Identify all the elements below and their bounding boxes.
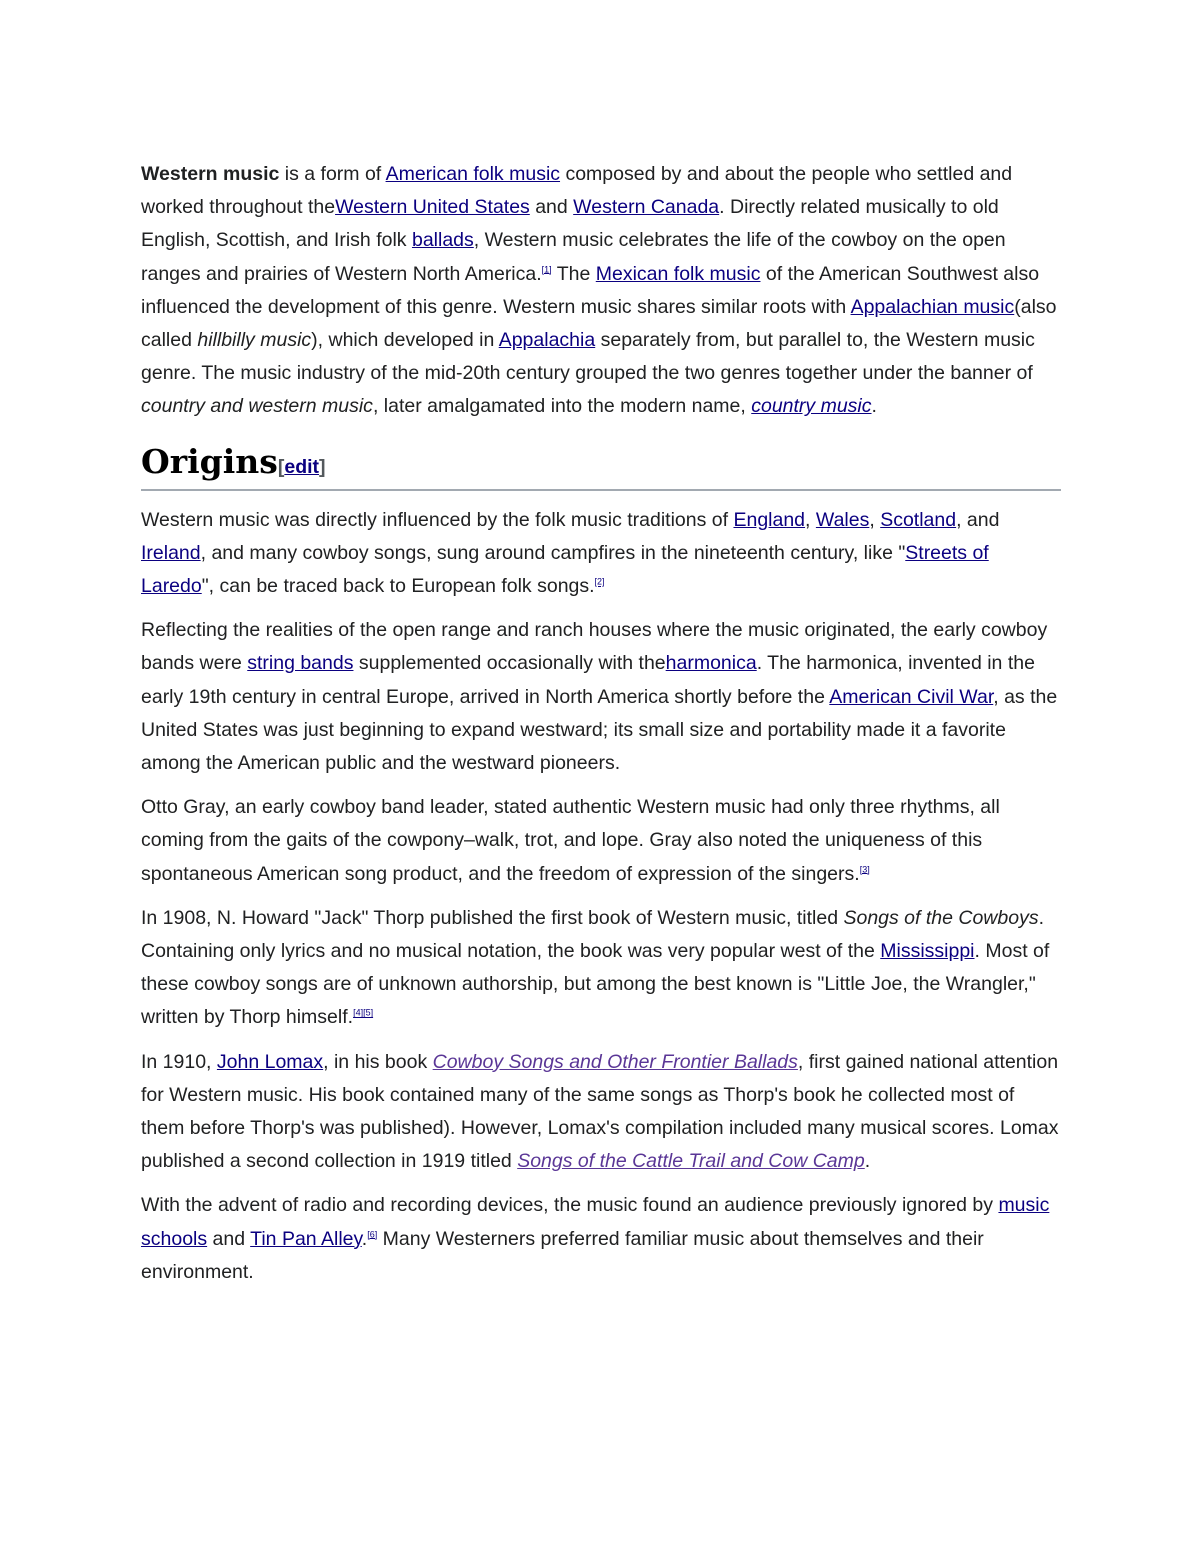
citation-link[interactable]: [3] xyxy=(859,864,870,875)
link-tin-pan-alley[interactable]: Tin Pan Alley xyxy=(250,1227,362,1250)
intro-paragraph: Western music is a form of American folk music composed by and about the people who settled and worked throughout theWestern United States and Western Canada. Directly related musically to old English, Scottish, and Irish folk ballads, Western music celebrates the life of the cowboy on the open ranges and prairies of Western North America.[1] The Mexican folk music of the American Southwest also influenced the development of this genre. Western music shares similar roots with Appalachian music(also called hillbilly music), which developed in Appalachia separately from, but parallel to, the Western music genre. The music industry of the mid-20th century grouped the two genres together under the banner of country and western music, later amalgamated into the modern name, country music. xyxy=(141,163,1057,418)
link-streets-of-laredo[interactable]: Streets of Laredo xyxy=(141,541,989,598)
paragraph-thorp: In 1908, N. Howard "Jack" Thorp published the first book of Western music, titled Songs of the Cowboys. Containing only lyrics and no musical notation, the book was very popular west of the Mississippi. Most of these cowboy songs are of unknown authorship, but among the best known is "Little Joe, the Wrangler," written by Thorp himself.[4][5] xyxy=(141,906,1050,1029)
link-ballads[interactable]: ballads xyxy=(411,229,474,252)
citation-2[interactable] xyxy=(595,577,605,587)
citation-4-5[interactable] xyxy=(353,1008,373,1018)
citation-link[interactable]: [4][5] xyxy=(353,1007,374,1018)
article-subject: Western music xyxy=(141,163,280,185)
citation-link[interactable]: [6] xyxy=(367,1229,378,1240)
link-ireland[interactable]: Ireland xyxy=(141,541,201,564)
link-mississippi[interactable]: Mississippi xyxy=(880,940,975,963)
link-john-lomax[interactable]: John Lomax xyxy=(216,1050,324,1073)
citation-link[interactable]: [2] xyxy=(594,576,605,587)
edit-link[interactable]: edit xyxy=(284,455,320,478)
citation-3[interactable] xyxy=(860,864,870,874)
link-country-music[interactable]: country music xyxy=(751,395,872,418)
paragraph-radio: With the advent of radio and recording devices, the music found an audience previously ignored by music schools and Tin Pan Alley.[6] Many Westerners preferred familiar music about themselves and their environment. xyxy=(141,1194,1050,1283)
link-western-united-states[interactable]: Western United States xyxy=(335,196,530,219)
edit-section: [edit] xyxy=(277,455,326,478)
section-title: Origins xyxy=(141,441,278,481)
link-cowboy-songs-book[interactable]: Cowboy Songs and Other Frontier Ballads xyxy=(432,1050,798,1073)
citation-link[interactable]: [1] xyxy=(541,264,552,275)
link-appalachian-music[interactable]: Appalachian music xyxy=(850,295,1015,318)
link-songs-of-the-cattle-trail[interactable]: Songs of the Cattle Trail and Cow Camp xyxy=(517,1150,865,1173)
link-mexican-folk-music[interactable]: Mexican folk music xyxy=(595,262,761,285)
paragraph-influences: Western music was directly influenced by the folk music traditions of England, Wales, Scotland, and Ireland, and many cowboy songs, sung around campfires in the nineteenth century, like "Streets of Laredo", can be traced back to European folk songs.[2] xyxy=(141,508,1000,598)
link-harmonica[interactable]: harmonica xyxy=(665,652,757,675)
article-body xyxy=(141,158,1061,1300)
paragraph-otto-gray: Otto Gray, an early cowboy band leader, stated authentic Western music had only three rhythms, all coming from the gaits of the cowpony–walk, trot, and lope. Gray also noted the uniqueness of this spontaneous American song product, and the freedom of expression of the singers.[3] xyxy=(141,796,1000,885)
link-england[interactable]: England xyxy=(733,508,806,531)
citation-6[interactable] xyxy=(367,1229,377,1239)
link-american-civil-war[interactable]: American Civil War xyxy=(829,685,994,708)
citation-1[interactable] xyxy=(542,264,552,274)
paragraph-lomax: In 1910, John Lomax, in his book Cowboy Songs and Other Frontier Ballads, first gained national attention for Western music. His book contained many of the same songs as Thorp's book he collected most of them before Thorp's was published). However, Lomax's compilation included many musical scores. Lomax published a second collection in 1919 titled Songs of the Cattle Trail and Cow Camp. xyxy=(141,1050,1059,1173)
link-string-bands[interactable]: string bands xyxy=(247,652,354,675)
section-heading-origins xyxy=(141,442,1061,491)
link-scotland[interactable]: Scotland xyxy=(880,508,957,531)
link-music-schools[interactable]: music schools xyxy=(141,1194,1050,1250)
link-appalachia[interactable]: Appalachia xyxy=(498,329,596,352)
link-american-folk-music[interactable]: American folk music xyxy=(385,163,561,185)
link-wales[interactable]: Wales xyxy=(815,508,870,531)
link-western-canada[interactable]: Western Canada xyxy=(573,196,720,219)
paragraph-string-bands: Reflecting the realities of the open range and ranch houses where the music originated, the early cowboy bands were string bands supplemented occasionally with theharmonica. The harmonica, invented in the early 19th century in central Europe, arrived in North America shortly before the American Civil War, as the United States was just beginning to expand westward; its small size and portability made it a favorite among the American public and the westward pioneers. xyxy=(141,619,1058,775)
